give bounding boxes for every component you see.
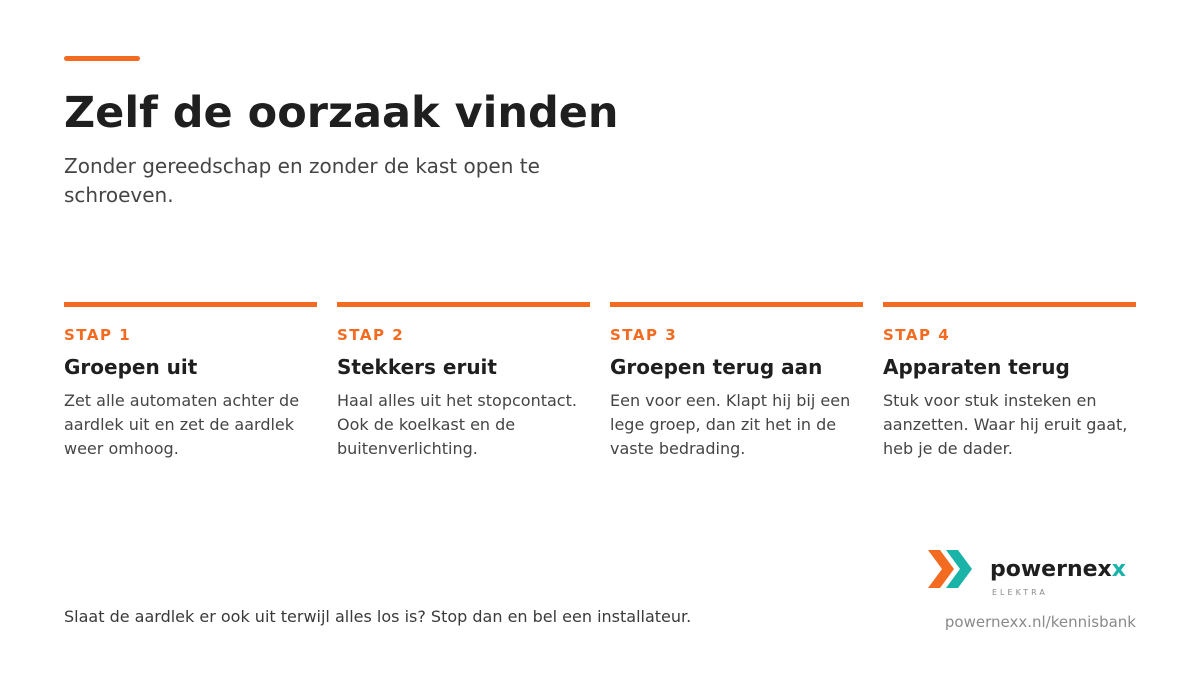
brand-wordmark-main: powernex [990,557,1112,582]
step-label: STAP 3 [610,326,678,344]
step-title: Stekkers eruit [337,355,497,379]
footer-warning-note: Slaat de aardlek er ook uit terwijl alles los is? Stop dan en bel een installateur. [64,607,692,626]
brand-tagline: ELEKTRA [992,588,1048,597]
title-accent-bar [64,56,140,61]
step-text: Een voor een. Klapt hij bij een lege groep, dan zit het in de vaste bedrading. [610,391,851,458]
step-title: Groepen uit [64,355,198,379]
brand-wordmark-end: x [1111,557,1126,582]
step-text: Stuk voor stuk insteken en aanzetten. Waar hij eruit gaat, heb je de dader. [883,391,1128,458]
step-2 [337,302,590,461]
page-title: Zelf de oorzaak vinden [64,88,619,138]
step-label: STAP 2 [337,326,405,344]
step-3 [610,302,863,461]
step-text: Haal alles uit het stopcontact. Ook de koelkast en de buitenverlichting. [337,391,577,458]
step-title: Apparaten terug [883,355,1070,379]
step-title: Groepen terug aan [610,355,823,379]
step-text: Zet alle automaten achter de aardlek uit en zet de aardlek weer omhoog. [64,391,300,458]
brand-wordmark [990,556,1126,584]
step-1 [64,302,317,461]
website-url: powernexx.nl/kennisbank [944,613,1136,631]
step-4 [883,302,1136,461]
step-label: STAP 1 [64,326,132,344]
brand-logo [928,548,1136,600]
double-chevron-logo-icon [928,550,974,588]
page-subtitle: Zonder gereedschap en zonder de kast open te schroeven. [64,154,540,207]
steps-row [64,302,1136,461]
step-label: STAP 4 [883,326,951,344]
